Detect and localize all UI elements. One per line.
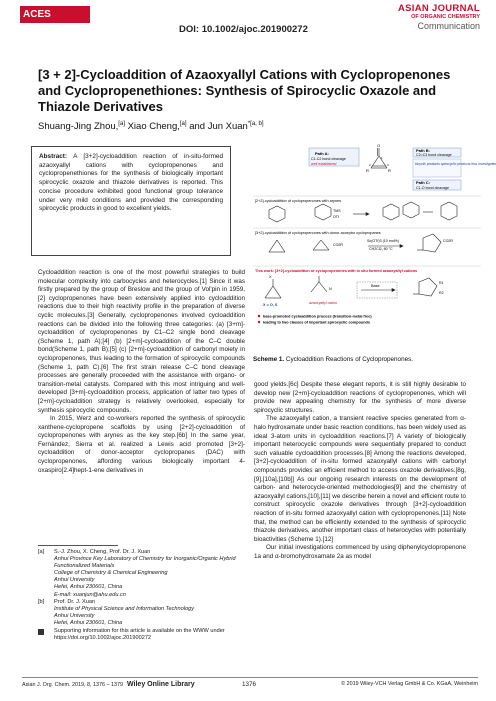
x-label: X = O, S (263, 303, 278, 307)
journal-subtitle: OF ORGANIC CHEMISTRY (411, 14, 480, 20)
supporting-info-note (38, 628, 245, 642)
atom-c2: 2 (369, 163, 371, 167)
bullet-2: leading to two classes of important spirocyclic compounds (263, 320, 370, 325)
path-b-note: bicyclic products spirocyclic products less investigated (415, 162, 496, 166)
doi-link[interactable]: DOI: 10.1002/ajoc.201900272 (179, 24, 308, 35)
atom-r: R (388, 168, 391, 173)
atom-c3: 3 (387, 163, 389, 167)
atom-n: N (329, 287, 332, 291)
bullet-1: base-promoted cycloaddition process (transition-metal free) (263, 314, 372, 319)
scheme-1-figure (253, 142, 496, 354)
author-list (38, 121, 264, 132)
author-name[interactable]: Xiao Cheng, (124, 121, 180, 133)
atom-r: R (366, 168, 369, 173)
copyright: © 2019 Wiley-VCH Verlag GmbH & Co. KGaA, Weinheim (341, 681, 478, 687)
path-a-desc: C1-C2 bond cleavage (311, 157, 346, 161)
atom-r2: R2 (439, 291, 444, 295)
wiley-online-library-link[interactable]: Wiley Online Library (127, 681, 195, 688)
journal-logo (398, 4, 480, 31)
page-number: 1376 (242, 681, 257, 688)
body-column-right (254, 381, 466, 561)
author-name[interactable]: and Jun Xuan (186, 121, 248, 133)
affiliation-b: [b] Prof. Dr. J. Xuan Institute of Physical Science and Information Technology Anhui University Hefei, Anhui 230601, China (38, 598, 195, 626)
atom-x: X (269, 275, 272, 279)
body-paragraph: Cycloaddition reaction is one of the most powerful strategies to build molecular complexity into carbocycles and heterocycles.[1] Since it was firstly prepared by the group of Breslow and the group of Vol'pin in 1959,[2] cyclopropenones have been extensively applied into cycloaddition reactions due to their high reactivity profile in the preparation of diverse cyclic molecules.[3] Generally, cyclopropenones involved cycloaddition reactions can be divided into the following three categories: (a) [3+m]-cycloaddition of cyclopropenones by C1–C2 single bond cleavage (Scheme 1, path A);[4] (b) [2+m]-cycloaddition of the C–C double bond(Scheme 1, path B);[5] (c) [2+m]-cycloaddition of carbonyl moiety in cyclopropenones, thus leading to the formation of spirocyclic compounds (Scheme 1, path C).[6] The first strain release C–C bond cleavage processes are generally proceeded with the assistance with organo- or transition-metal catalysts. Compared with this most intriguing and well-developed [3+m]-cycloaddition process, application of latter two types of [2+m]-cycloaddition strategy is relatively overlooked, especially for synthesis spirocyclic compounds. (38, 269, 245, 414)
path-a-label: Path A: (315, 151, 329, 156)
atom-c1: 1 (381, 156, 383, 160)
author-affiliation: [a] (179, 121, 187, 127)
affiliation-line: Hefei, Anhui 230601, China (54, 584, 123, 591)
aryne-reaction-scheme (269, 202, 457, 222)
path-c-desc: C1-O bond cleavage (416, 186, 449, 190)
supporting-info-link[interactable]: Supporting information for this article is available on the WWW under https://doi.org/10.1002/ajoc.201900272 (54, 628, 225, 642)
cyclopropenone-structure (371, 148, 387, 168)
journal-citation: Asian J. Org. Chem. 2019, 8, 1376 – 1379 (22, 682, 123, 688)
row2-ester: CO2R (333, 243, 343, 247)
row2-solvent: CH2Cl2, 80 °C (369, 247, 393, 251)
body-paragraph: The azaoxyallyl cation, a transient reactive species generated from α-halo hydroxamate under basic reaction conditions, has been widely used as ideal 3-atom units in cycloaddition reactions.[7] A variety of biologically important heterocyclic compounds were sequentially prepared to conduct such valuable cycloaddition processes.[8] Among the reactions developed, [3+2]-cycloaddition of in-situ formed azaoxyallyl cations with carbonyl compounds provides an efficient method to access oxazole derivatives.[8g,[9],[10a],[10b]] As our ongoing research interests on the development of carbon- and heterocycle-oriented methodologies[9] and the chemistry of azaoxyallyl cations,[10],[11] we describe herein a novel and efficient route to construct spirocyclic oxazole derivatives through [3+2]-cycloaddition reaction of in-situ formed azaoxyallyl cation with cyclopropenones.[11] Note that, the method can be efficiently extended to the synthesis of spirocyclic thiazole derivatives, another important class of heterocycles with potentially bioactivities (Scheme 1).[12] (254, 415, 466, 543)
row2-product-ester: CO2R (443, 239, 453, 243)
email-link[interactable]: E-mail: xuanjun@ahu.edu.cn (54, 591, 126, 598)
affiliation-line: College of Chemistry & Chemical Engineering (54, 570, 168, 577)
affiliation-line: Anhui Province Key Laboratory of Chemistry for Inorganic/Organic Hybrid Functionalized Materials (54, 556, 236, 570)
body-paragraph: In 2015, Werz and co-workers reported the synthesis of spirocyclic xanthene-cyclopropene scaffolds by using [2+2]-cycloaddition of cyclopropenones with arynes as the key step.[6b] In the same year, Fernández, Sierra et al. realized a Lewis acid promoted [3+2]-cycloaddition of donor-acceptor cyclopropanes (DAC) with cyclopropenones, affording various biologically important 4-oxaspiro[2.4]hept-1-ene derivatives in (38, 415, 245, 474)
article-title: [3 + 2]-Cycloaddition of Azaoxyallyl Cations with Cyclopropenones and Cyclopropenethiones: Synthesis of Spirocyclic Oxazole and Thiazole Derivatives (38, 67, 451, 114)
body-paragraph: good yields.[6c] Despite these elegant reports, it is still highly desirable to develop new [2+m]-cycloaddition reactions of cyclopropenones, which will provide new appealing chemistry for the synthesis of more diverse spirocyclic structures. (254, 381, 466, 414)
abstract-text: A [3+2]-cycloaddition reaction of in-situ-formed azaoxyallyl cations with cyclopropenones and cyclopropenethiones for the synthesis of biologically important spirocyclic oxazole and thiazole derivatives is reported. This concise procedure exhibited good functional group tolerance under very mild conditions and provided the corresponding spirocyclic products in good to excellent yields. (39, 153, 223, 213)
article-type: Communication (417, 21, 480, 31)
footer-divider (22, 677, 478, 678)
cation-label: azaoxyallyl cation (309, 301, 338, 305)
author-name[interactable]: Shuang-Jing Zhou, (38, 121, 119, 133)
supporting-info-icon (38, 629, 44, 635)
row2-label: [3+2]-cycloaddition of cyclopropenones with donor-acceptor cyclopropanes (255, 231, 381, 235)
author-affiliation: *[a, b] (247, 121, 264, 127)
atom-r1: R1 (439, 281, 444, 285)
scheme-caption (253, 356, 413, 363)
affiliation-line: Anhui University (54, 577, 95, 584)
page-header (0, 0, 496, 40)
path-b-label: Path B: (416, 148, 430, 153)
aces-logo: ACESAsian Chemical Editorial Society (20, 6, 90, 23)
affiliation-line: Hefei, Anhui 230601, China (54, 619, 123, 626)
dac-reaction-scheme (269, 234, 441, 252)
path-a-note: well established (311, 162, 337, 166)
atom-o: O (377, 143, 381, 148)
affiliation-line: Anhui University (54, 612, 95, 619)
path-c-label: Path C: (416, 180, 430, 185)
base-label: Base (371, 284, 380, 288)
journal-name: ASIAN JOURNAL (397, 3, 480, 14)
affiliation-names: S.-J. Zhou, X. Cheng, Prof. Dr. J. Xuan (54, 549, 151, 555)
scheme-caption-label: Scheme 1. (253, 356, 285, 363)
bullet-dot (258, 321, 260, 323)
affiliation-names: Prof. Dr. J. Xuan (54, 598, 96, 605)
bullet-dot (258, 315, 260, 317)
path-b-desc: C2=C3 bond cleavage (416, 153, 452, 157)
body-column-left (38, 269, 245, 475)
author-affiliation: [a] (118, 121, 125, 127)
footnote-divider (38, 545, 118, 546)
row1-label: [2+2]-cycloaddition of cyclopropenones with arynes (255, 199, 342, 203)
this-work-scheme (265, 276, 437, 298)
body-paragraph: Our initial investigations commenced by using diphenylcyclopropenone 1a and α-bromohydroxamate 2a as model (254, 544, 466, 560)
row2-catalyst: Sc(OTf)3 (10 mol%) (367, 239, 399, 243)
affiliation-a: [a] S.-J. Zhou, X. Cheng, Prof. Dr. J. Xuan Anhui Province Key Laboratory of Chemistry for Inorganic/Organic Hybrid Functionalized Materials College of Chemistry & Chemical Engineering Anhui University Hefei, Anhui 230601, China E-mail: xuanjun@ahu.edu.cn (38, 549, 245, 599)
row1-leaving-group: OTf (333, 215, 339, 219)
abstract-box (31, 146, 231, 256)
abstract-label: Abstract: (39, 153, 68, 160)
affiliation-line: Institute of Physical Science and Information Technology (54, 605, 195, 612)
affiliation-footnotes (38, 549, 245, 642)
row1-reagent: TMS (333, 209, 341, 213)
this-work-label: This work: [3+2]-cycloaddition of cyclopropenones with in situ formed azaoxyallyl cations (255, 269, 418, 273)
scheme-caption-text: Cycloaddition Reactions of Cyclopropenones. (285, 356, 413, 363)
